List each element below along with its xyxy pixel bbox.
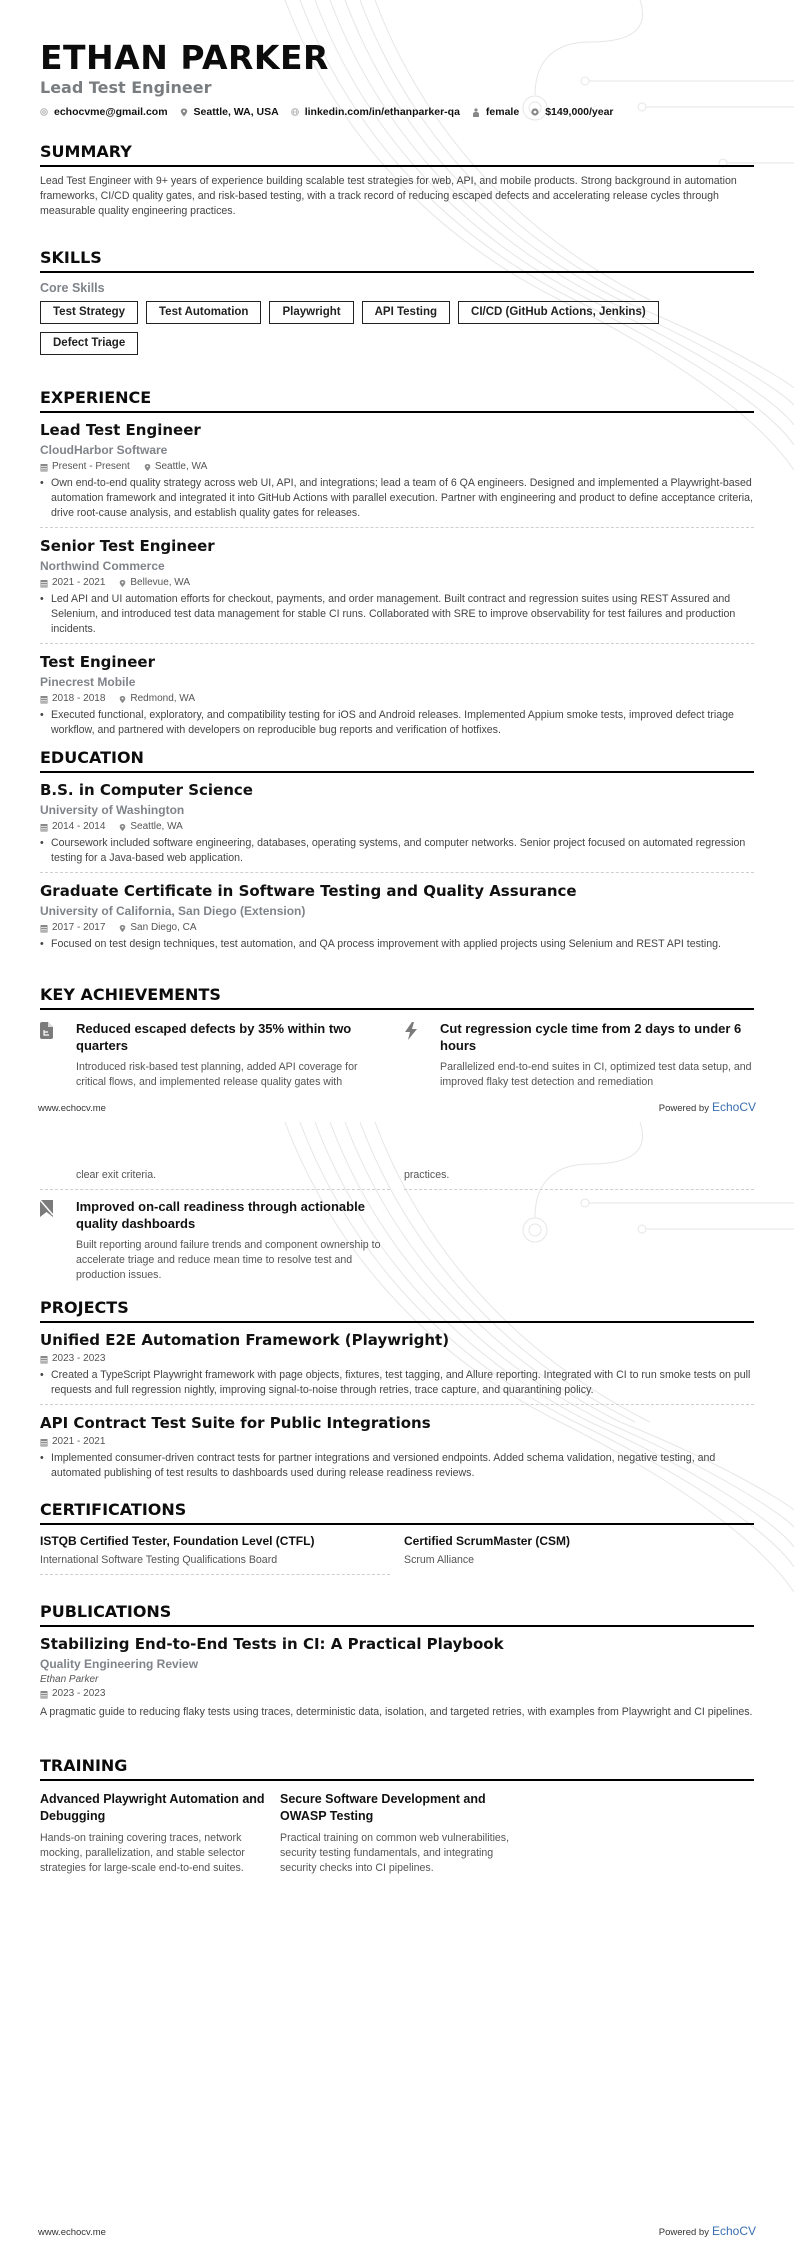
skills-heading: SKILLS [40,248,754,273]
summary-heading: SUMMARY [40,142,754,167]
page-footer [38,2224,756,2238]
at-icon [40,108,48,116]
date-range: 2018 - 2018 [52,693,106,704]
achievements-continued [40,1168,754,1283]
achievement-text-continued [40,1168,390,1190]
map-pin-icon [119,695,126,704]
skill-chip: Test Automation [146,301,261,324]
degree-title: Graduate Certificate in Software Testing and Quality Assurance [40,882,577,900]
certifications-section [40,1500,754,1575]
achievements-section [40,985,754,1090]
date-range: 2021 - 2021 [52,1436,106,1447]
entry-bullet: • Executed functional, exploratory, and compatibility testing for iOS and Android releases. Implemented Appium smoke tests, improved defect triage workflow, and partnered with developers on reproducible bug reports and verification of hotfixes. [40,708,754,738]
entry-meta [40,1435,754,1449]
map-pin-icon [119,924,126,933]
project-title: API Contract Test Suite for Public Integrations [40,1414,431,1432]
contact-email[interactable] [40,106,168,118]
achievement-text-continued [404,1168,754,1190]
publication-entry [40,1634,754,1720]
achievements-grid [40,1010,754,1090]
publications-heading: PUBLICATIONS [40,1602,754,1627]
map-pin-icon [119,579,126,588]
skill-group-label: Core Skills [40,281,105,295]
entry-meta [40,692,754,706]
entry-meta [40,820,754,834]
training-heading: TRAINING [40,1756,754,1781]
skill-chip: API Testing [362,301,450,324]
echocv-brand[interactable]: EchoCV [711,1100,756,1114]
calendar-icon [40,579,48,588]
publication-author: Ethan Parker [40,1674,99,1685]
page-footer [38,1100,756,1114]
globe-icon [291,108,299,116]
calendar-icon [40,924,48,933]
project-entry [40,1330,754,1405]
calendar-icon [40,463,48,472]
footer-url[interactable]: www.echocv.me [38,1103,106,1114]
summary-text: Lead Test Engineer with 9+ years of experience building scalable test strategies for web, API, and mobile products. Strong background in automation frameworks, CI/CD quality gates, and risk-based testing, with a track record of reducing escaped defects and accelerating release cycles through measurable quality engineering practices. [40,175,737,217]
experience-entry [40,652,754,744]
publication-title: Stabilizing End-to-End Tests in CI: A Practical Playbook [40,1635,504,1653]
contact-linkedin-text: linkedin.com/in/ethanparker-qa [304,106,460,118]
job-title: Senior Test Engineer [40,537,215,555]
money-icon [531,108,539,116]
skill-chip: Defect Triage [40,332,138,355]
achievement-title: Reduced escaped defects by 35% within two quarters [76,1021,352,1053]
entry-meta [40,460,754,474]
project-entry [40,1413,754,1487]
bullet-text: Own end-to-end quality strategy across web UI, API, and integrations; lead a team of 6 QA engineers. Designed and implemented a Playwright-based automation framework and integrated it into GitHub Actions with parallel execution. Partner with engineering and product to define acceptance criteria, drive root-cause analysis, and establish quality gates for releases. [51,477,753,519]
entry-meta [40,576,754,590]
footer-url[interactable]: www.echocv.me [38,2227,106,2238]
lightning-icon [404,1020,440,1090]
contact-location [180,106,279,118]
date-range: Present - Present [52,461,130,472]
achievements-heading: KEY ACHIEVEMENTS [40,985,754,1010]
calendar-icon [40,1355,48,1364]
calendar-icon [40,1690,48,1699]
bullet-text: Coursework included software engineering, databases, operating systems, and computer networks. Senior project focused on automated regression testing for a Java-based web application. [51,837,746,864]
achievement-title: Cut regression cycle time from 2 days to under 6 hours [440,1021,742,1053]
skill-chip: CI/CD (GitHub Actions, Jenkins) [458,301,659,324]
training-title: Secure Software Development and OWASP Testing [280,1792,486,1823]
candidate-title: Lead Test Engineer [40,78,212,97]
certifications-grid [40,1533,754,1575]
entry-bullet: • Own end-to-end quality strategy across web UI, API, and integrations; lead a team of 6 QA engineers. Designed and implemented a Playwright-based automation framework and integrated it into GitHub Actions with parallel execution. Partner with engineering and product to define acceptance criteria, drive root-cause analysis, and establish quality gates for releases. [40,477,753,519]
education-heading: EDUCATION [40,748,754,773]
publication-description: A pragmatic guide to reducing flaky tests using traces, deterministic data, isolation, and targeted retries, with examples from Playwright and CI pipelines. [40,1706,753,1718]
location: Redmond, WA [130,693,196,704]
training-section [40,1756,754,1876]
map-pin-icon [144,463,151,472]
education-section [40,748,754,966]
calendar-icon [40,823,48,832]
bullet-text: Executed functional, exploratory, and compatibility testing for iOS and Android releases. Implemented Appium smoke tests, improved defect triage workflow, and partnered with developers on reproducible bug reports and verification of hotfixes. [51,709,734,736]
school-name: University of California, San Diego (Extension) [40,904,306,918]
entry-meta [40,921,754,935]
certification-item [40,1533,390,1575]
entry-meta [40,1352,754,1366]
training-item [280,1791,510,1876]
entry-meta [40,1687,754,1701]
achievement-text: clear exit criteria. [76,1169,157,1181]
skill-chip: Playwright [269,301,353,324]
training-description: Hands-on training covering traces, network mocking, parallelization, and stable selector strategies for large-scale end-to-end suites. [40,1832,245,1874]
experience-entry [40,420,754,528]
training-description: Practical training on common web vulnerabilities, security testing fundamentals, and integrating security checks into CI pipelines. [280,1832,510,1874]
contact-salary [531,106,613,118]
candidate-name: ETHAN PARKER [40,38,329,77]
entry-bullet: • Led API and UI automation efforts for checkout, payments, and order management. Built contract and regression suites using REST Assured and Selenium, and introduced test data management for stable CI runs. Collaborated with SRE to improve observability for test failures and production incidents. [40,592,754,637]
date-range: 2017 - 2017 [52,922,106,933]
bullet-text: Created a TypeScript Playwright framework with page objects, fixtures, test tagging, and Allure reporting. Integrated with CI to run smoke tests on pull requests and full regression nightly, improving signal-to-noise through retries, trace capture, and quarantining policy. [51,1369,751,1396]
job-title: Test Engineer [40,653,155,671]
degree-title: B.S. in Computer Science [40,781,253,799]
experience-section [40,388,754,752]
location: Seattle, WA [130,821,183,832]
location: Seattle, WA [154,461,208,472]
entry-bullet: • Created a TypeScript Playwright framework with page objects, fixtures, test tagging, and Allure reporting. Integrated with CI to run smoke tests on pull requests and full regression nightly, improving signal-to-noise through retries, trace capture, and quarantining policy. [40,1368,754,1398]
contact-gender [472,106,519,118]
bullet-text: Led API and UI automation efforts for checkout, payments, and order management. Built contract and regression suites using REST Assured and Selenium, and introduced test data management for stable CI runs. Collaborated with SRE to improve observability for test failures and production incidents. [51,593,736,635]
achievement-item [404,1010,754,1090]
publications-section [40,1602,754,1720]
training-title: Advanced Playwright Automation and Debugging [40,1792,265,1823]
location: San Diego, CA [130,922,197,933]
entry-bullet: • Coursework included software engineering, databases, operating systems, and computer networks. Senior project focused on automated regression testing for a Java-based web application. [40,836,754,866]
school-name: University of Washington [40,803,185,817]
projects-section [40,1298,754,1495]
certification-title: Certified ScrumMaster (CSM) [404,1534,571,1548]
contact-gender-text: female [485,106,520,118]
projects-heading: PROJECTS [40,1298,754,1323]
bullet-text: Focused on test design techniques, test automation, and QA process improvement with applied projects using Selenium and REST API testing. [51,938,721,950]
contact-location-text: Seattle, WA, USA [193,106,279,118]
contact-email-text: echocvme@gmail.com [54,106,168,118]
bullet-text: Implemented consumer-driven contract tests for partner integrations and versioned endpoints. Added schema validation, negative testing, and automated publishing of test results to dashboards used during release readiness reviews. [51,1452,716,1479]
skill-chips [40,301,754,363]
resume-page-2 [0,1122,794,2246]
achievement-item [40,1010,390,1090]
date-range: 2023 - 2023 [52,1688,106,1699]
achievements-grid [40,1168,754,1283]
contact-salary-text: $149,000/year [545,106,614,118]
powered-by: Powered by EchoCV [658,1100,756,1114]
certification-title: ISTQB Certified Tester, Foundation Level (CTFL) [40,1534,315,1548]
entry-bullet: • Focused on test design techniques, test automation, and QA process improvement with applied projects using Selenium and REST API testing. [40,938,721,950]
skill-chip: Test Strategy [40,301,138,324]
powered-by: Powered by EchoCV [658,2224,756,2238]
date-range: 2023 - 2023 [52,1353,106,1364]
job-title: Lead Test Engineer [40,421,201,439]
contact-linkedin[interactable] [291,106,460,118]
skills-section [40,248,754,363]
experience-heading: EXPERIENCE [40,388,754,413]
training-grid [40,1791,754,1876]
calendar-icon [40,1438,48,1447]
achievement-item [40,1190,390,1283]
summary-section [40,142,754,219]
education-entry [40,780,754,873]
echocv-brand[interactable]: EchoCV [711,2224,756,2238]
achievement-title: Improved on-call readiness through actionable quality dashboards [76,1199,365,1231]
person-icon [472,108,480,116]
achievement-text: Parallelized end-to-end suites in CI, optimized test data setup, and improved flaky test detection and remediation [440,1061,752,1088]
document-icon [40,1020,76,1090]
location: Bellevue, WA [130,577,191,588]
education-entry [40,881,754,958]
experience-entry [40,536,754,644]
date-range: 2021 - 2021 [52,577,106,588]
certifications-heading: CERTIFICATIONS [40,1500,754,1525]
bookmark-slash-icon [40,1198,76,1283]
achievement-text: practices. [404,1169,450,1181]
contact-list [40,106,754,118]
project-title: Unified E2E Automation Framework (Playwright) [40,1331,450,1349]
certification-issuer: International Software Testing Qualifications Board [40,1553,390,1575]
certification-item [404,1533,754,1575]
header [40,40,754,118]
achievement-text: Introduced risk-based test planning, added API coverage for critical flows, and implemented release quality gates with [76,1061,358,1088]
company-name: Pinecrest Mobile [40,675,136,689]
map-pin-icon [119,823,126,832]
calendar-icon [40,695,48,704]
publisher-name: Quality Engineering Review [40,1657,199,1671]
resume-page-1 [0,0,794,1122]
achievement-text: Built reporting around failure trends and component ownership to accelerate triage and reduce mean time to resolve test and production issues. [76,1239,381,1281]
company-name: Northwind Commerce [40,559,165,573]
company-name: CloudHarbor Software [40,443,168,457]
date-range: 2014 - 2014 [52,821,106,832]
training-item [40,1791,270,1876]
map-pin-icon [180,108,188,116]
certification-issuer: Scrum Alliance [404,1554,475,1566]
entry-bullet: • Implemented consumer-driven contract tests for partner integrations and versioned endpoints. Added schema validation, negative testing, and automated publishing of test results to dashboards used during release readiness reviews. [40,1451,754,1481]
